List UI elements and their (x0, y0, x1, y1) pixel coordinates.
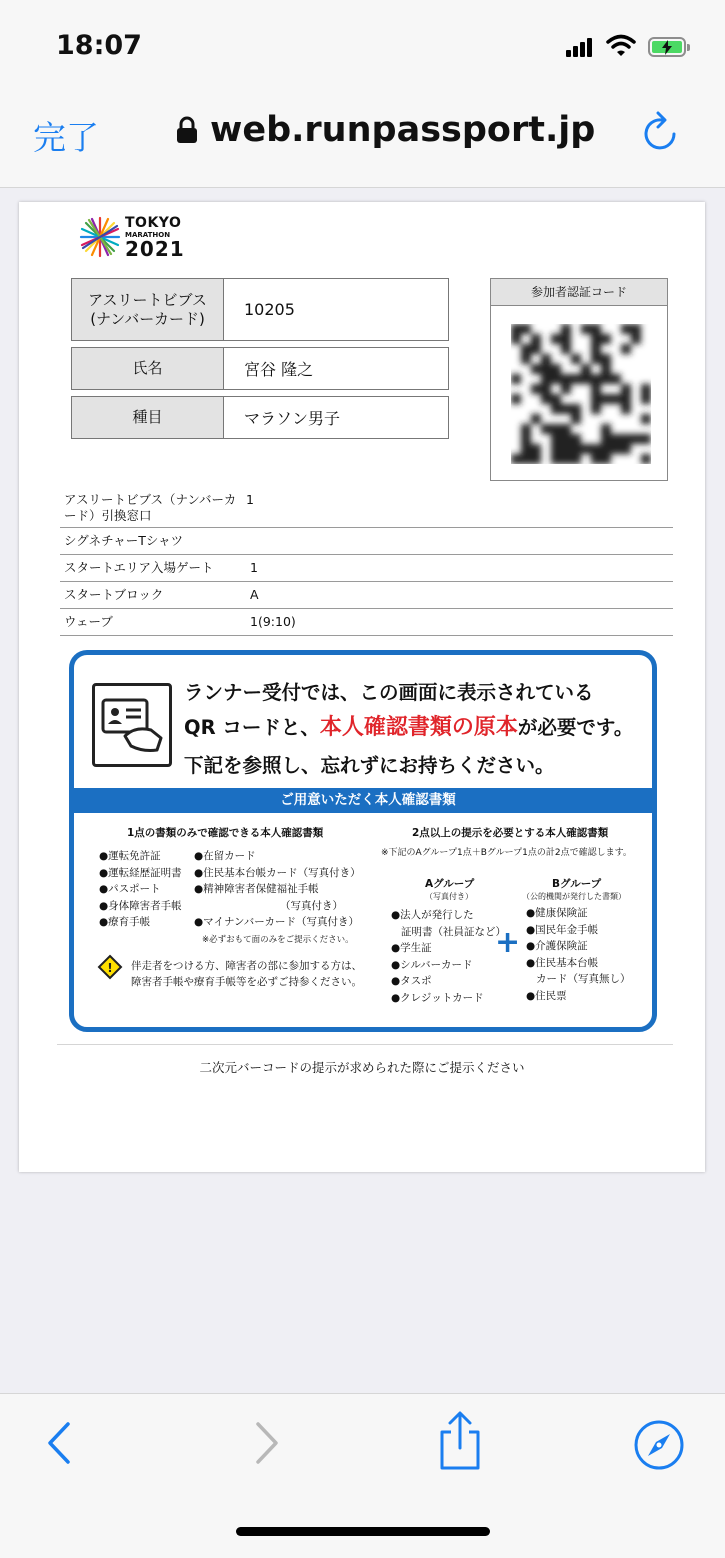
left-title: 1点の書類のみで確認できる本人確認書類 (127, 827, 324, 839)
notice-band-title: ご用意いただく本人確認書類 (74, 788, 657, 813)
group-b-list (526, 905, 631, 1004)
reload-icon[interactable] (640, 110, 684, 158)
home-indicator[interactable] (236, 1527, 490, 1536)
qr-code-image (511, 324, 651, 464)
detail-key: スタートブロック (64, 587, 164, 602)
notice-list-item: ●シルバーカード (391, 958, 473, 971)
notice-list-item: ●住民票 (526, 989, 567, 1002)
web-page (19, 202, 705, 1172)
notice-list-item: ●介護保険証 (526, 940, 588, 952)
notice-line-2-highlight: 本人確認書類の原本 (319, 715, 518, 740)
qr-code-header: 参加者認証コード (491, 279, 667, 306)
warning-icon (97, 954, 123, 980)
group-b-sub: （公的機関が発行した書類） (522, 892, 626, 901)
bib-label: アスリートビブス (ナンバーカード) (72, 279, 224, 340)
svg-text:!: ! (107, 961, 113, 975)
notice-list-item: ●運転免許証 (99, 850, 161, 862)
notice-list-item: ●タスポ (391, 975, 432, 987)
marathon-burst-icon (79, 216, 121, 258)
notice-line-2 (184, 710, 633, 741)
logo-text-year: 2021 (125, 237, 185, 261)
event-label: 種目 (72, 397, 224, 438)
bib-row (71, 278, 449, 341)
left-col-2 (194, 848, 361, 931)
notice-list-item: ●在留カード (194, 850, 256, 862)
done-button[interactable]: 完了 (33, 118, 99, 157)
detail-key: ウェーブ (64, 614, 113, 629)
browser-nav-bar (0, 90, 725, 188)
url-text: web.runpassport.jp (210, 110, 596, 150)
warn-line-1: 伴走者をつける方、障害者の部に参加する方は、 (131, 960, 362, 972)
battery-icon (648, 37, 686, 57)
notice-line-2b: が必要です。 (517, 716, 634, 739)
logo-text-tokyo: TOKYO (125, 215, 182, 231)
detail-value: A (250, 587, 259, 602)
id-notice-banner (69, 650, 657, 1032)
notice-list-item: ●住民基本台帳カード（写真付き） (194, 866, 361, 879)
group-a-title: Aグループ (425, 878, 475, 890)
notice-list-item: ●住民基本台帳 (526, 956, 599, 969)
detail-row (60, 488, 673, 528)
left-col-1 (99, 848, 182, 931)
logo-text-marathon: MARATHON (125, 231, 171, 239)
notice-list-item: （写真付き） (280, 899, 343, 912)
group-a-sub: （写真付き） (425, 892, 473, 901)
tokyo-marathon-logo (79, 214, 209, 262)
detail-row (60, 528, 673, 555)
detail-value: 1 (246, 492, 254, 507)
name-row (71, 347, 449, 390)
browser-toolbar (0, 1393, 725, 1558)
url-bar[interactable] (176, 110, 595, 150)
compass-icon[interactable] (632, 1418, 686, 1472)
notice-list-item: カード（写真無し） (536, 973, 631, 985)
share-icon[interactable] (434, 1410, 486, 1472)
bib-value: 10205 (244, 300, 295, 319)
notice-list-item: ●学生証 (391, 942, 432, 954)
notice-list-item: ●マイナンバーカード（写真付き） (194, 916, 359, 928)
notice-list-item: ●身体障害者手帳 (99, 899, 182, 912)
footer-text: 二次元バーコードの提示が求められた際にご提示ください (199, 1060, 525, 1075)
notice-list-item: ●療育手帳 (99, 916, 151, 928)
notice-list-item: ●パスポート (99, 883, 161, 895)
left-note: ※必ずおもて面のみをご提示ください。 (202, 935, 354, 945)
name-label: 氏名 (72, 348, 224, 389)
group-a-list (391, 907, 506, 1006)
notice-list-item: ●健康保険証 (526, 907, 588, 919)
warn-line-2: 障害者手帳や療育手帳等を必ずご持参ください。 (131, 976, 362, 988)
event-value: マラソン男子 (244, 409, 341, 428)
notice-line-2a: QR コードと、 (184, 716, 320, 739)
detail-value: 1 (250, 560, 258, 575)
detail-value (250, 533, 673, 554)
notice-list-item: ●国民年金手帳 (526, 923, 599, 936)
forward-icon[interactable] (246, 1418, 286, 1468)
name-value: 宮谷 隆之 (244, 360, 314, 379)
status-bar (0, 0, 725, 90)
notice-list-item: ●運転経歴証明書 (99, 866, 182, 879)
group-b-title: Bグループ (552, 878, 602, 890)
detail-row (60, 555, 673, 582)
detail-key: アスリートビブス（ナンバーカード）引換窓口 (64, 492, 237, 523)
detail-row (60, 609, 673, 636)
notice-list-item: ●精神障害者保健福祉手帳 (194, 883, 319, 895)
notice-list-item: ●法人が発行した (391, 909, 474, 921)
event-row (71, 396, 449, 439)
qr-code-box (490, 278, 668, 481)
detail-key: シグネチャーTシャツ (64, 533, 184, 548)
detail-row (60, 582, 673, 609)
footer-divider (57, 1044, 673, 1045)
signal-icon (566, 38, 594, 57)
detail-key: スタートエリア入場ゲート (64, 560, 214, 575)
right-title: 2点以上の提示を必要とする本人確認書類 (412, 827, 609, 839)
details-list (60, 488, 673, 636)
right-note: ※下記のAグループ1点＋Bグループ1点の計2点で確認します。 (381, 848, 632, 858)
plus-sign: + (495, 925, 521, 960)
id-card-icon (92, 683, 172, 767)
notice-line-3: 下記を参照し、忘れずにお持ちください。 (184, 754, 555, 777)
notice-list-item: ●クレジットカード (391, 991, 484, 1004)
notice-line-1: ランナー受付では、この画面に表示されている (184, 681, 594, 704)
wifi-icon (606, 34, 636, 58)
detail-value: 1(9:10) (250, 614, 296, 629)
lock-icon (176, 116, 198, 144)
notice-list-item: 証明書（社員証など） (401, 925, 506, 938)
status-time: 18:07 (56, 30, 142, 61)
back-icon[interactable] (40, 1418, 80, 1468)
